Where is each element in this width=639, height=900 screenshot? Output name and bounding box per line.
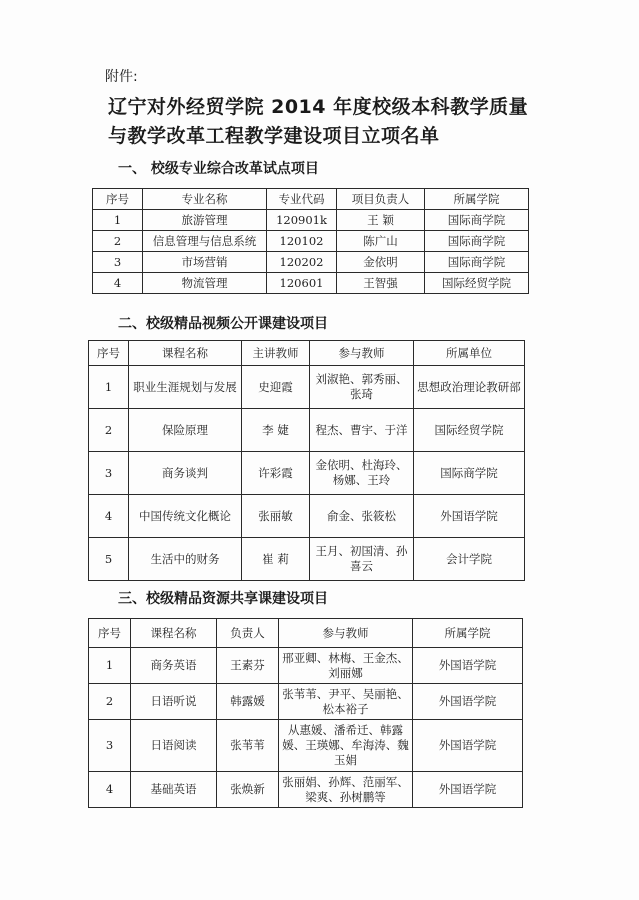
table-cell: 金依明 bbox=[337, 252, 425, 273]
table-cell: 物流管理 bbox=[143, 273, 267, 294]
header-cell: 负责人 bbox=[217, 619, 279, 648]
table-cell: 外国语学院 bbox=[414, 495, 525, 538]
header-cell: 序号 bbox=[93, 189, 143, 210]
table-row bbox=[89, 648, 523, 684]
table-cell: 王素芬 bbox=[217, 648, 279, 684]
table-cell: 外国语学院 bbox=[413, 772, 523, 808]
table-cell: 中国传统文化概论 bbox=[129, 495, 242, 538]
header-cell: 课程名称 bbox=[131, 619, 217, 648]
table-cell: 120202 bbox=[267, 252, 337, 273]
table-cell: 3 bbox=[89, 452, 129, 495]
table-cell: 4 bbox=[93, 273, 143, 294]
table-cell: 史迎霞 bbox=[242, 366, 310, 409]
header-cell: 参与教师 bbox=[279, 619, 413, 648]
table-cell: 120901k bbox=[267, 210, 337, 231]
section-2-heading: 二、校级精品视频公开课建设项目 bbox=[118, 316, 328, 332]
table-header-row bbox=[89, 619, 523, 648]
table-cell: 崔 莉 bbox=[242, 538, 310, 581]
header-cell: 所属单位 bbox=[414, 341, 525, 366]
table-row bbox=[89, 452, 525, 495]
table-cell: 商务英语 bbox=[131, 648, 217, 684]
header-cell: 所属学院 bbox=[425, 189, 529, 210]
table-cell: 生活中的财务 bbox=[129, 538, 242, 581]
table-cell: 3 bbox=[89, 720, 131, 772]
table-cell: 基础英语 bbox=[131, 772, 217, 808]
header-cell: 课程名称 bbox=[129, 341, 242, 366]
header-cell: 专业代码 bbox=[267, 189, 337, 210]
section-3-heading: 三、校级精品资源共享课建设项目 bbox=[118, 591, 328, 607]
table-row bbox=[89, 684, 523, 720]
table-cell: 思想政治理论教研部 bbox=[414, 366, 525, 409]
title-line-2: 与教学改革工程教学建设项目立项名单 bbox=[108, 125, 440, 147]
table-cell: 邢亚卿、林梅、王金杰、刘丽娜 bbox=[279, 648, 413, 684]
table-cell: 刘淑艳、郭秀丽、张琦 bbox=[310, 366, 414, 409]
table-row bbox=[89, 538, 525, 581]
table-cell: 国际经贸学院 bbox=[425, 273, 529, 294]
table-cell: 从惠媛、潘希迁、韩露媛、王瑛娜、牟海涛、魏玉娟 bbox=[279, 720, 413, 772]
table-cell: 旅游管理 bbox=[143, 210, 267, 231]
table-cell: 1 bbox=[93, 210, 143, 231]
table-cell: 职业生涯规划与发展 bbox=[129, 366, 242, 409]
table-cell: 日语阅读 bbox=[131, 720, 217, 772]
header-cell: 主讲教师 bbox=[242, 341, 310, 366]
table-cell: 俞金、张筱松 bbox=[310, 495, 414, 538]
table-cell: 王智强 bbox=[337, 273, 425, 294]
table-cell: 国际商学院 bbox=[425, 252, 529, 273]
table-cell: 外国语学院 bbox=[413, 720, 523, 772]
table-cell: 120601 bbox=[267, 273, 337, 294]
table-row bbox=[89, 495, 525, 538]
table-cell: 1 bbox=[89, 648, 131, 684]
title-line-1: 辽宁对外经贸学院 2014 年度校级本科教学质量 bbox=[108, 96, 529, 118]
attachment-label: 附件: bbox=[105, 69, 138, 85]
table-cell: 张焕新 bbox=[217, 772, 279, 808]
table-cell: 2 bbox=[89, 409, 129, 452]
table-cell: 国际经贸学院 bbox=[414, 409, 525, 452]
table-cell: 会计学院 bbox=[414, 538, 525, 581]
table-cell: 3 bbox=[93, 252, 143, 273]
table-row bbox=[89, 772, 523, 808]
table-cell: 1 bbox=[89, 366, 129, 409]
header-cell: 序号 bbox=[89, 619, 131, 648]
header-cell: 所属学院 bbox=[413, 619, 523, 648]
table-cell: 李 婕 bbox=[242, 409, 310, 452]
table-row bbox=[89, 366, 525, 409]
table-cell: 许彩霞 bbox=[242, 452, 310, 495]
table-cell: 韩露媛 bbox=[217, 684, 279, 720]
table-cell: 张苇苇、尹平、吴丽艳、松本裕子 bbox=[279, 684, 413, 720]
table-cell: 保险原理 bbox=[129, 409, 242, 452]
table-cell: 5 bbox=[89, 538, 129, 581]
table-row bbox=[93, 210, 529, 231]
table-cell: 信息管理与信息系统 bbox=[143, 231, 267, 252]
header-cell: 参与教师 bbox=[310, 341, 414, 366]
table-cell: 国际商学院 bbox=[414, 452, 525, 495]
table-cell: 陈广山 bbox=[337, 231, 425, 252]
document-title bbox=[108, 93, 578, 151]
table-row bbox=[93, 273, 529, 294]
header-cell: 序号 bbox=[89, 341, 129, 366]
table-cell: 市场营销 bbox=[143, 252, 267, 273]
table-cell: 2 bbox=[93, 231, 143, 252]
section-2-table bbox=[88, 340, 525, 581]
section-3-table bbox=[88, 618, 523, 808]
table-cell: 120102 bbox=[267, 231, 337, 252]
table-cell: 张丽敏 bbox=[242, 495, 310, 538]
table-row bbox=[93, 231, 529, 252]
table-cell: 商务谈判 bbox=[129, 452, 242, 495]
table-cell: 2 bbox=[89, 684, 131, 720]
table-cell: 程杰、曹宇、于洋 bbox=[310, 409, 414, 452]
table-cell: 王 颖 bbox=[337, 210, 425, 231]
table-cell: 国际商学院 bbox=[425, 231, 529, 252]
section-1-table bbox=[92, 188, 529, 294]
header-cell: 项目负责人 bbox=[337, 189, 425, 210]
table-cell: 王月、初国清、孙喜云 bbox=[310, 538, 414, 581]
table-cell: 张丽娟、孙辉、范丽军、梁爽、孙树鹏等 bbox=[279, 772, 413, 808]
table-cell: 4 bbox=[89, 772, 131, 808]
section-1-heading: 一、 校级专业综合改革试点项目 bbox=[118, 161, 319, 177]
table-row bbox=[89, 409, 525, 452]
table-cell: 张苇苇 bbox=[217, 720, 279, 772]
header-cell: 专业名称 bbox=[143, 189, 267, 210]
table-row bbox=[89, 720, 523, 772]
table-cell: 外国语学院 bbox=[413, 684, 523, 720]
table-cell: 金依明、杜海玲、杨娜、王玲 bbox=[310, 452, 414, 495]
table-cell: 日语听说 bbox=[131, 684, 217, 720]
table-cell: 4 bbox=[89, 495, 129, 538]
table-header-row bbox=[89, 341, 525, 366]
table-cell: 外国语学院 bbox=[413, 648, 523, 684]
table-header-row bbox=[93, 189, 529, 210]
table-cell: 国际商学院 bbox=[425, 210, 529, 231]
table-row bbox=[93, 252, 529, 273]
